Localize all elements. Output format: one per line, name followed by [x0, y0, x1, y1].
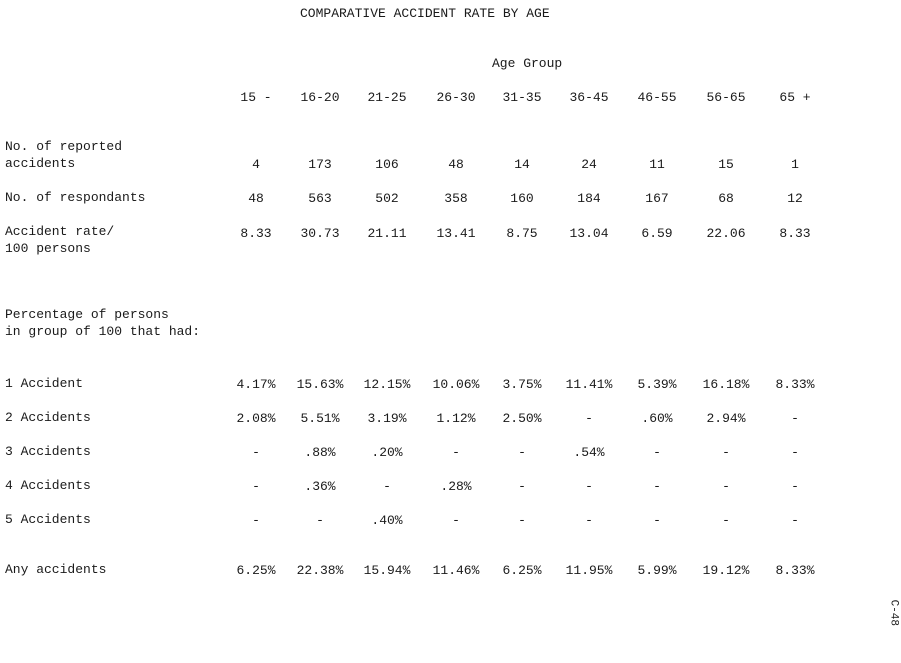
table-cell: - [585, 479, 593, 494]
column-header: 31-35 [502, 90, 542, 105]
table-cell: - [585, 411, 593, 426]
table-cell: 4.17% [236, 377, 276, 392]
table-cell: 30.73 [300, 226, 340, 241]
table-cell: - [653, 479, 661, 494]
table-cell: - [383, 479, 391, 494]
table-cell: 11.95% [565, 563, 613, 578]
table-cell: 8.33 [240, 226, 272, 241]
table-cell: 11.41% [565, 377, 613, 392]
column-header: 65 + [779, 90, 811, 105]
table-cell: 4 [252, 157, 260, 172]
table-cell: - [518, 479, 526, 494]
table-cell: 106 [375, 157, 399, 172]
table-cell: 15 [718, 157, 734, 172]
table-cell: - [653, 513, 661, 528]
row-label: Accident rate/ 100 persons [5, 224, 115, 256]
table-cell: - [791, 445, 799, 460]
table-cell: 12.15% [363, 377, 411, 392]
table-cell: 6.25% [236, 563, 276, 578]
table-cell: 2.94% [706, 411, 746, 426]
table-cell: 14 [514, 157, 530, 172]
table-cell: .40% [371, 513, 403, 528]
table-cell: 184 [577, 191, 601, 206]
page-number: C-48 [887, 599, 899, 626]
row-label: No. of respondants [5, 190, 146, 205]
table-cell: 358 [444, 191, 468, 206]
row-label: 5 Accidents [5, 512, 91, 527]
table-cell: - [791, 513, 799, 528]
row-label: Any accidents [5, 562, 107, 577]
table-cell: 2.50% [502, 411, 542, 426]
table-cell: 11.46% [432, 563, 480, 578]
table-cell: - [653, 445, 661, 460]
table-cell: 2.08% [236, 411, 276, 426]
table-cell: 3.75% [502, 377, 542, 392]
row-label: No. of reported accidents [5, 139, 123, 171]
table-cell: 22.06 [706, 226, 746, 241]
table-cell: - [252, 513, 260, 528]
table-cell: .54% [573, 445, 605, 460]
column-header: 46-55 [637, 90, 677, 105]
table-cell: 5.99% [637, 563, 677, 578]
table-cell: 12 [787, 191, 803, 206]
table-cell: .36% [304, 479, 336, 494]
column-header: 15 - [240, 90, 272, 105]
table-cell: - [722, 445, 730, 460]
table-cell: - [518, 445, 526, 460]
row-label: 2 Accidents [5, 410, 91, 425]
table-cell: - [452, 513, 460, 528]
column-header: 16-20 [300, 90, 340, 105]
table-cell: 48 [248, 191, 264, 206]
table-cell: 167 [645, 191, 669, 206]
table-cell: 48 [448, 157, 464, 172]
row-label: 4 Accidents [5, 478, 91, 493]
table-cell: - [722, 513, 730, 528]
table-cell: 13.04 [569, 226, 609, 241]
table-cell: - [722, 479, 730, 494]
table-cell: 15.63% [296, 377, 344, 392]
column-header: 21-25 [367, 90, 407, 105]
table-cell: - [252, 445, 260, 460]
table-cell: 1.12% [436, 411, 476, 426]
table-cell: 8.33% [775, 563, 815, 578]
table-cell: 21.11 [367, 226, 407, 241]
table-cell: 15.94% [363, 563, 411, 578]
table-cell: - [252, 479, 260, 494]
table-cell: - [452, 445, 460, 460]
age-group-heading: Age Group [492, 56, 563, 71]
table-cell: - [518, 513, 526, 528]
column-header: 36-45 [569, 90, 609, 105]
table-cell: 8.75 [506, 226, 538, 241]
table-cell: 13.41 [436, 226, 476, 241]
table-cell: 11 [649, 157, 665, 172]
table-cell: 5.51% [300, 411, 340, 426]
table-cell: 1 [791, 157, 799, 172]
row-label: 1 Accident [5, 376, 84, 391]
table-cell: - [791, 411, 799, 426]
table-cell: 8.33 [779, 226, 811, 241]
table-cell: .88% [304, 445, 336, 460]
table-cell: 6.59 [641, 226, 673, 241]
table-cell: 24 [581, 157, 597, 172]
column-header: 56-65 [706, 90, 746, 105]
table-cell: 5.39% [637, 377, 677, 392]
table-cell: 502 [375, 191, 399, 206]
table-cell: - [791, 479, 799, 494]
column-header: 26-30 [436, 90, 476, 105]
table-cell: 22.38% [296, 563, 344, 578]
table-cell: 6.25% [502, 563, 542, 578]
section-heading: Percentage of persons in group of 100 that had: [5, 307, 201, 339]
table-cell: 563 [308, 191, 332, 206]
page-title: COMPARATIVE ACCIDENT RATE BY AGE [300, 6, 550, 21]
table-cell: 19.12% [702, 563, 750, 578]
table-cell: .20% [371, 445, 403, 460]
table-cell: 160 [510, 191, 534, 206]
table-cell: 10.06% [432, 377, 480, 392]
table-cell: 8.33% [775, 377, 815, 392]
table-cell: .60% [641, 411, 673, 426]
table-cell: 68 [718, 191, 734, 206]
table-cell: 173 [308, 157, 332, 172]
table-cell: 16.18% [702, 377, 750, 392]
table-cell: 3.19% [367, 411, 407, 426]
table-cell: - [585, 513, 593, 528]
row-label: 3 Accidents [5, 444, 91, 459]
table-cell: .28% [440, 479, 472, 494]
table-cell: - [316, 513, 324, 528]
